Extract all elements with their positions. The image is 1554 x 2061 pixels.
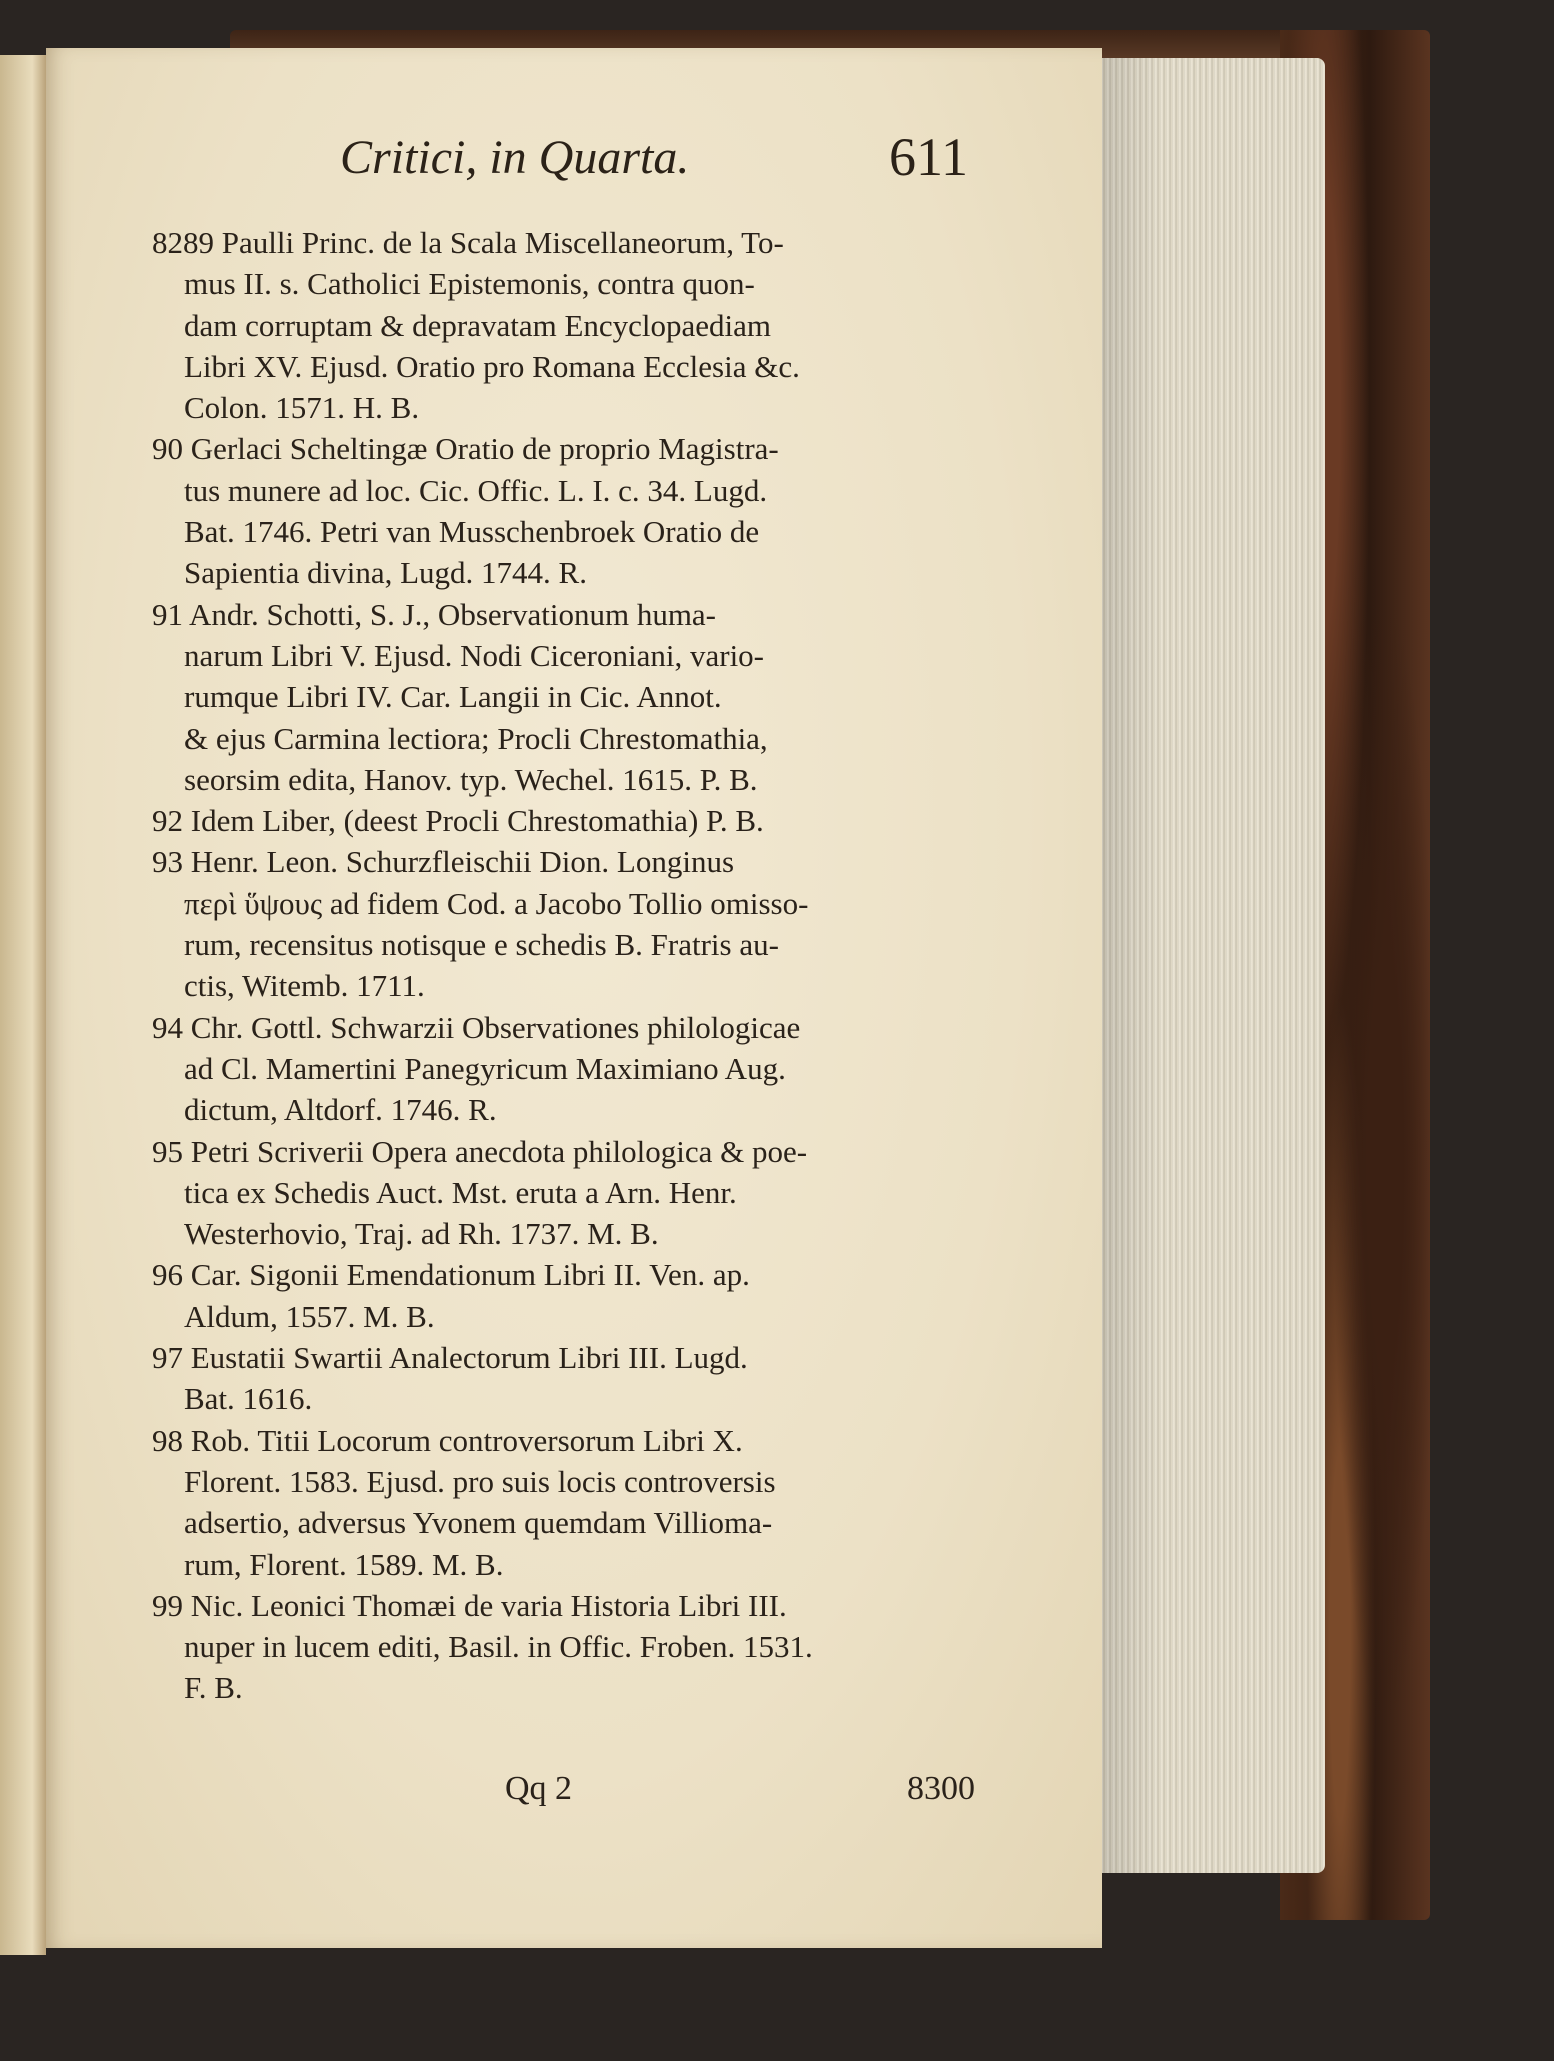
entry-line: Bat. 1746. Petri van Musschenbroek Oratio de xyxy=(184,514,760,550)
entry-line: 95 Petri Scriverii Opera anecdota philologica & poe- xyxy=(152,1133,808,1169)
page-number: 611 xyxy=(889,127,968,187)
entry-line: adsertio, adversus Yvonem quemdam Villioma- xyxy=(184,1505,773,1541)
entry-line: ctis, Witemb. 1711. xyxy=(184,968,425,1004)
entry-line: rum, recensitus notisque e schedis B. Fratris au- xyxy=(184,927,779,963)
catalogue-entry xyxy=(152,1007,972,1131)
entry-line: F. B. xyxy=(184,1670,243,1706)
page-header xyxy=(288,127,988,190)
catalogue-entry xyxy=(152,1420,972,1585)
catalogue-entry xyxy=(152,1131,972,1255)
catalogue-entry xyxy=(152,1585,972,1709)
entry-line: seorsim edita, Hanov. typ. Wechel. 1615. P. B. xyxy=(184,761,758,797)
entry-line: Colon. 1571. H. B. xyxy=(184,390,420,426)
entry-line: mus II. s. Catholici Epistemonis, contra quon- xyxy=(184,266,755,302)
entry-line: 98 Rob. Titii Locorum controversorum Libri X. xyxy=(152,1422,743,1458)
facing-page-edge xyxy=(0,55,46,1955)
entry-line: dictum, Altdorf. 1746. R. xyxy=(184,1092,497,1128)
entry-line: 92 Idem Liber, (deest Procli Chrestomathia) P. B. xyxy=(152,803,764,839)
entry-line: 94 Chr. Gottl. Schwarzii Observationes philologicae xyxy=(152,1009,801,1045)
entry-line: 96 Car. Sigonii Emendationum Libri II. Ven. ap. xyxy=(152,1257,750,1293)
entry-line: Aldum, 1557. M. B. xyxy=(184,1298,435,1334)
catalogue-entries xyxy=(152,222,972,1709)
entry-line: rumque Libri IV. Car. Langii in Cic. Annot. xyxy=(184,679,722,715)
entry-line: περὶ ὕψους ad fidem Cod. a Jacobo Tollio omisso- xyxy=(184,885,809,921)
entry-line: 97 Eustatii Swartii Analectorum Libri III. Lugd. xyxy=(152,1340,748,1376)
catalogue-entry xyxy=(152,1337,972,1420)
entry-line: ad Cl. Mamertini Panegyricum Maximiano Aug. xyxy=(184,1050,786,1086)
catalogue-entry xyxy=(152,594,972,800)
entry-line: nuper in lucem editi, Basil. in Offic. Froben. 1531. xyxy=(184,1629,813,1665)
entry-line: dam corruptam & depravatam Encyclopaediam xyxy=(184,307,772,343)
catalogue-entry xyxy=(152,428,972,593)
entry-line: narum Libri V. Ejusd. Nodi Ciceroniani, vario- xyxy=(184,637,765,673)
entry-line: Sapientia divina, Lugd. 1744. R. xyxy=(184,555,587,591)
entry-line: 93 Henr. Leon. Schurzfleischii Dion. Longinus xyxy=(152,844,735,880)
entry-line: 91 Andr. Schotti, S. J., Observationum huma- xyxy=(152,596,717,632)
entry-line: 99 Nic. Leonici Thomæi de varia Historia Libri III. xyxy=(152,1587,787,1623)
entry-line: 90 Gerlaci Scheltingæ Oratio de proprio Magistra- xyxy=(152,431,779,467)
catalogue-entry xyxy=(152,222,972,428)
catalogue-entry xyxy=(152,841,972,1006)
catalogue-entry xyxy=(152,800,972,841)
page-footer xyxy=(505,1770,975,1810)
entry-line: Florent. 1583. Ejusd. pro suis locis controversis xyxy=(184,1463,776,1499)
entry-line: Libri XV. Ejusd. Oratio pro Romana Ecclesia &c. xyxy=(184,348,800,384)
entry-line: tus munere ad loc. Cic. Offic. L. I. c. 34. Lugd. xyxy=(184,472,768,508)
entry-line: tica ex Schedis Auct. Mst. eruta a Arn. Henr. xyxy=(184,1174,737,1210)
running-head: Critici, in Quarta. xyxy=(340,131,690,184)
catchword: 8300 xyxy=(907,1770,975,1807)
page-edges-shadow xyxy=(1100,58,1160,1873)
entry-line: Westerhovio, Traj. ad Rh. 1737. M. B. xyxy=(184,1216,659,1252)
entry-line: Bat. 1616. xyxy=(184,1381,313,1417)
entry-line: rum, Florent. 1589. M. B. xyxy=(184,1546,504,1582)
entry-line: & ejus Carmina lectiora; Procli Chrestomathia, xyxy=(184,720,768,756)
entry-line: 8289 Paulli Princ. de la Scala Miscellaneorum, To- xyxy=(152,225,784,260)
signature-mark: Qq 2 xyxy=(505,1770,573,1807)
catalogue-entry xyxy=(152,1254,972,1337)
